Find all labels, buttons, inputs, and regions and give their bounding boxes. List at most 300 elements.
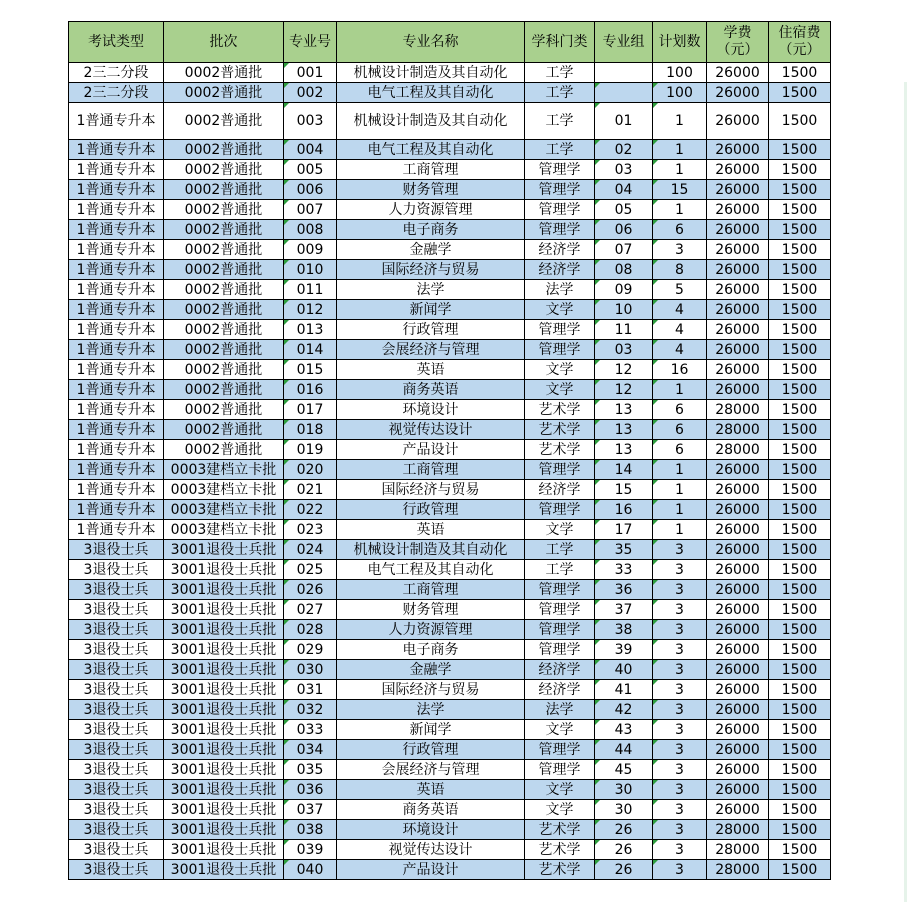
header-major-code[interactable]: 专业号 xyxy=(284,22,337,63)
cell-exam-type[interactable]: 3退役士兵 xyxy=(69,660,164,680)
cell-tuition[interactable]: 26000 xyxy=(707,520,769,540)
cell-batch[interactable]: 0002普通批 xyxy=(164,200,284,220)
cell-dorm-fee[interactable]: 1500 xyxy=(769,720,831,740)
cell-major-group[interactable]: 14 xyxy=(595,460,653,480)
cell-major-group[interactable]: 09 xyxy=(595,280,653,300)
cell-batch[interactable]: 3001退役士兵批 xyxy=(164,600,284,620)
cell-plan-count[interactable]: 16 xyxy=(653,360,707,380)
cell-plan-count[interactable]: 6 xyxy=(653,440,707,460)
cell-major-code[interactable]: 002 xyxy=(284,83,337,103)
cell-major-group[interactable]: 02 xyxy=(595,140,653,160)
cell-dorm-fee[interactable]: 1500 xyxy=(769,160,831,180)
cell-major-code[interactable]: 037 xyxy=(284,800,337,820)
cell-exam-type[interactable]: 3退役士兵 xyxy=(69,620,164,640)
cell-tuition[interactable]: 26000 xyxy=(707,800,769,820)
cell-discipline[interactable]: 文学 xyxy=(525,720,595,740)
cell-discipline[interactable]: 工学 xyxy=(525,140,595,160)
cell-plan-count[interactable]: 3 xyxy=(653,740,707,760)
cell-major-code[interactable]: 001 xyxy=(284,63,337,83)
cell-major-group[interactable]: 39 xyxy=(595,640,653,660)
cell-tuition[interactable]: 26000 xyxy=(707,740,769,760)
cell-dorm-fee[interactable]: 1500 xyxy=(769,200,831,220)
cell-major-name[interactable]: 视觉传达设计 xyxy=(337,840,525,860)
cell-major-name[interactable]: 人力资源管理 xyxy=(337,620,525,640)
cell-major-group[interactable]: 01 xyxy=(595,103,653,140)
cell-major-code[interactable]: 026 xyxy=(284,580,337,600)
cell-major-group[interactable]: 35 xyxy=(595,540,653,560)
cell-plan-count[interactable]: 1 xyxy=(653,200,707,220)
cell-major-code[interactable]: 011 xyxy=(284,280,337,300)
cell-plan-count[interactable]: 3 xyxy=(653,780,707,800)
cell-discipline[interactable]: 文学 xyxy=(525,800,595,820)
cell-major-name[interactable]: 行政管理 xyxy=(337,740,525,760)
cell-tuition[interactable]: 26000 xyxy=(707,600,769,620)
cell-dorm-fee[interactable]: 1500 xyxy=(769,700,831,720)
cell-exam-type[interactable]: 1普通专升本 xyxy=(69,500,164,520)
cell-batch[interactable]: 3001退役士兵批 xyxy=(164,700,284,720)
cell-major-name[interactable]: 会展经济与管理 xyxy=(337,760,525,780)
cell-major-group[interactable]: 43 xyxy=(595,720,653,740)
cell-dorm-fee[interactable]: 1500 xyxy=(769,640,831,660)
cell-major-name[interactable]: 机械设计制造及其自动化 xyxy=(337,540,525,560)
cell-batch[interactable]: 3001退役士兵批 xyxy=(164,580,284,600)
header-exam-type[interactable]: 考试类型 xyxy=(69,22,164,63)
cell-exam-type[interactable]: 3退役士兵 xyxy=(69,760,164,780)
cell-tuition[interactable]: 26000 xyxy=(707,480,769,500)
cell-plan-count[interactable]: 3 xyxy=(653,580,707,600)
cell-tuition[interactable]: 26000 xyxy=(707,460,769,480)
cell-tuition[interactable]: 26000 xyxy=(707,780,769,800)
cell-tuition[interactable]: 26000 xyxy=(707,260,769,280)
cell-dorm-fee[interactable]: 1500 xyxy=(769,560,831,580)
header-discipline[interactable]: 学科门类 xyxy=(525,22,595,63)
cell-major-code[interactable]: 031 xyxy=(284,680,337,700)
cell-major-group[interactable]: 30 xyxy=(595,800,653,820)
cell-tuition[interactable]: 28000 xyxy=(707,440,769,460)
cell-plan-count[interactable]: 4 xyxy=(653,320,707,340)
cell-major-group[interactable]: 42 xyxy=(595,700,653,720)
cell-discipline[interactable]: 管理学 xyxy=(525,760,595,780)
cell-discipline[interactable]: 文学 xyxy=(525,300,595,320)
cell-major-code[interactable]: 022 xyxy=(284,500,337,520)
cell-tuition[interactable]: 26000 xyxy=(707,660,769,680)
cell-major-name[interactable]: 国际经济与贸易 xyxy=(337,680,525,700)
cell-batch[interactable]: 3001退役士兵批 xyxy=(164,540,284,560)
cell-plan-count[interactable]: 100 xyxy=(653,63,707,83)
cell-exam-type[interactable]: 3退役士兵 xyxy=(69,720,164,740)
cell-exam-type[interactable]: 3退役士兵 xyxy=(69,800,164,820)
cell-major-code[interactable]: 008 xyxy=(284,220,337,240)
header-dorm-fee[interactable]: 住宿费 （元） xyxy=(769,22,831,63)
cell-batch[interactable]: 3001退役士兵批 xyxy=(164,860,284,880)
cell-major-name[interactable]: 人力资源管理 xyxy=(337,200,525,220)
cell-discipline[interactable]: 工学 xyxy=(525,103,595,140)
cell-exam-type[interactable]: 3退役士兵 xyxy=(69,780,164,800)
cell-major-group[interactable]: 40 xyxy=(595,660,653,680)
cell-tuition[interactable]: 26000 xyxy=(707,103,769,140)
cell-batch[interactable]: 0002普通批 xyxy=(164,140,284,160)
cell-exam-type[interactable]: 1普通专升本 xyxy=(69,320,164,340)
cell-major-code[interactable]: 016 xyxy=(284,380,337,400)
cell-tuition[interactable]: 26000 xyxy=(707,83,769,103)
cell-plan-count[interactable]: 1 xyxy=(653,103,707,140)
cell-discipline[interactable]: 经济学 xyxy=(525,240,595,260)
cell-plan-count[interactable]: 3 xyxy=(653,800,707,820)
cell-discipline[interactable]: 管理学 xyxy=(525,600,595,620)
cell-tuition[interactable]: 26000 xyxy=(707,700,769,720)
cell-tuition[interactable]: 26000 xyxy=(707,500,769,520)
cell-batch[interactable]: 0002普通批 xyxy=(164,220,284,240)
cell-major-name[interactable]: 环境设计 xyxy=(337,820,525,840)
cell-major-code[interactable]: 021 xyxy=(284,480,337,500)
cell-discipline[interactable]: 艺术学 xyxy=(525,820,595,840)
cell-exam-type[interactable]: 3退役士兵 xyxy=(69,560,164,580)
cell-plan-count[interactable]: 3 xyxy=(653,760,707,780)
cell-discipline[interactable]: 艺术学 xyxy=(525,840,595,860)
cell-batch[interactable]: 0002普通批 xyxy=(164,400,284,420)
cell-major-code[interactable]: 032 xyxy=(284,700,337,720)
cell-exam-type[interactable]: 1普通专升本 xyxy=(69,220,164,240)
cell-major-group[interactable]: 36 xyxy=(595,580,653,600)
cell-discipline[interactable]: 经济学 xyxy=(525,680,595,700)
cell-discipline[interactable]: 文学 xyxy=(525,360,595,380)
cell-major-code[interactable]: 010 xyxy=(284,260,337,280)
cell-major-name[interactable]: 法学 xyxy=(337,280,525,300)
cell-batch[interactable]: 0002普通批 xyxy=(164,440,284,460)
cell-plan-count[interactable]: 3 xyxy=(653,240,707,260)
cell-major-code[interactable]: 018 xyxy=(284,420,337,440)
cell-batch[interactable]: 3001退役士兵批 xyxy=(164,560,284,580)
cell-discipline[interactable]: 文学 xyxy=(525,780,595,800)
cell-dorm-fee[interactable]: 1500 xyxy=(769,63,831,83)
cell-batch[interactable]: 0002普通批 xyxy=(164,160,284,180)
cell-batch[interactable]: 0002普通批 xyxy=(164,260,284,280)
cell-exam-type[interactable]: 3退役士兵 xyxy=(69,540,164,560)
cell-exam-type[interactable]: 1普通专升本 xyxy=(69,160,164,180)
cell-tuition[interactable]: 28000 xyxy=(707,860,769,880)
cell-dorm-fee[interactable]: 1500 xyxy=(769,780,831,800)
cell-major-code[interactable]: 007 xyxy=(284,200,337,220)
cell-tuition[interactable]: 28000 xyxy=(707,400,769,420)
cell-plan-count[interactable]: 1 xyxy=(653,140,707,160)
cell-discipline[interactable]: 经济学 xyxy=(525,660,595,680)
cell-major-group[interactable]: 03 xyxy=(595,160,653,180)
cell-major-code[interactable]: 005 xyxy=(284,160,337,180)
cell-major-code[interactable]: 003 xyxy=(284,103,337,140)
cell-batch[interactable]: 3001退役士兵批 xyxy=(164,720,284,740)
cell-discipline[interactable]: 管理学 xyxy=(525,740,595,760)
cell-major-code[interactable]: 036 xyxy=(284,780,337,800)
cell-major-code[interactable]: 006 xyxy=(284,180,337,200)
cell-discipline[interactable]: 艺术学 xyxy=(525,860,595,880)
cell-dorm-fee[interactable]: 1500 xyxy=(769,400,831,420)
cell-exam-type[interactable]: 1普通专升本 xyxy=(69,300,164,320)
cell-tuition[interactable]: 28000 xyxy=(707,820,769,840)
cell-batch[interactable]: 3001退役士兵批 xyxy=(164,840,284,860)
cell-major-name[interactable]: 机械设计制造及其自动化 xyxy=(337,103,525,140)
cell-plan-count[interactable]: 8 xyxy=(653,260,707,280)
cell-dorm-fee[interactable]: 1500 xyxy=(769,180,831,200)
cell-discipline[interactable]: 管理学 xyxy=(525,460,595,480)
cell-batch[interactable]: 3001退役士兵批 xyxy=(164,800,284,820)
cell-major-name[interactable]: 电子商务 xyxy=(337,220,525,240)
cell-exam-type[interactable]: 1普通专升本 xyxy=(69,440,164,460)
cell-major-group[interactable]: 06 xyxy=(595,220,653,240)
cell-exam-type[interactable]: 1普通专升本 xyxy=(69,520,164,540)
cell-tuition[interactable]: 28000 xyxy=(707,420,769,440)
cell-dorm-fee[interactable]: 1500 xyxy=(769,840,831,860)
cell-plan-count[interactable]: 6 xyxy=(653,400,707,420)
cell-major-name[interactable]: 产品设计 xyxy=(337,440,525,460)
cell-dorm-fee[interactable]: 1500 xyxy=(769,320,831,340)
cell-tuition[interactable]: 28000 xyxy=(707,840,769,860)
cell-major-group[interactable]: 03 xyxy=(595,340,653,360)
cell-plan-count[interactable]: 3 xyxy=(653,680,707,700)
cell-tuition[interactable]: 26000 xyxy=(707,380,769,400)
cell-batch[interactable]: 0003建档立卡批 xyxy=(164,460,284,480)
cell-tuition[interactable]: 26000 xyxy=(707,360,769,380)
cell-batch[interactable]: 3001退役士兵批 xyxy=(164,640,284,660)
cell-dorm-fee[interactable]: 1500 xyxy=(769,220,831,240)
cell-plan-count[interactable]: 1 xyxy=(653,480,707,500)
cell-exam-type[interactable]: 3退役士兵 xyxy=(69,740,164,760)
cell-dorm-fee[interactable]: 1500 xyxy=(769,480,831,500)
cell-discipline[interactable]: 经济学 xyxy=(525,480,595,500)
cell-exam-type[interactable]: 3退役士兵 xyxy=(69,840,164,860)
cell-exam-type[interactable]: 1普通专升本 xyxy=(69,140,164,160)
cell-plan-count[interactable]: 3 xyxy=(653,860,707,880)
cell-discipline[interactable]: 管理学 xyxy=(525,200,595,220)
cell-major-name[interactable]: 英语 xyxy=(337,360,525,380)
cell-major-name[interactable]: 财务管理 xyxy=(337,600,525,620)
cell-major-name[interactable]: 商务英语 xyxy=(337,800,525,820)
cell-discipline[interactable]: 管理学 xyxy=(525,640,595,660)
cell-plan-count[interactable]: 4 xyxy=(653,300,707,320)
cell-discipline[interactable]: 法学 xyxy=(525,280,595,300)
cell-major-code[interactable]: 024 xyxy=(284,540,337,560)
cell-exam-type[interactable]: 2三二分段 xyxy=(69,63,164,83)
cell-discipline[interactable]: 艺术学 xyxy=(525,440,595,460)
cell-exam-type[interactable]: 1普通专升本 xyxy=(69,103,164,140)
cell-discipline[interactable]: 管理学 xyxy=(525,320,595,340)
cell-major-code[interactable]: 029 xyxy=(284,640,337,660)
cell-major-group[interactable]: 26 xyxy=(595,820,653,840)
cell-major-name[interactable]: 法学 xyxy=(337,700,525,720)
cell-discipline[interactable]: 管理学 xyxy=(525,160,595,180)
cell-dorm-fee[interactable]: 1500 xyxy=(769,440,831,460)
cell-major-group[interactable]: 33 xyxy=(595,560,653,580)
cell-batch[interactable]: 0002普通批 xyxy=(164,180,284,200)
cell-major-code[interactable]: 012 xyxy=(284,300,337,320)
cell-major-group[interactable]: 16 xyxy=(595,500,653,520)
cell-batch[interactable]: 0002普通批 xyxy=(164,340,284,360)
cell-major-group[interactable]: 13 xyxy=(595,440,653,460)
cell-major-name[interactable]: 电气工程及其自动化 xyxy=(337,140,525,160)
cell-major-group[interactable]: 08 xyxy=(595,260,653,280)
cell-batch[interactable]: 0002普通批 xyxy=(164,300,284,320)
cell-major-code[interactable]: 039 xyxy=(284,840,337,860)
cell-discipline[interactable]: 工学 xyxy=(525,63,595,83)
cell-exam-type[interactable]: 2三二分段 xyxy=(69,83,164,103)
cell-major-name[interactable]: 环境设计 xyxy=(337,400,525,420)
cell-dorm-fee[interactable]: 1500 xyxy=(769,740,831,760)
cell-dorm-fee[interactable]: 1500 xyxy=(769,800,831,820)
cell-major-group[interactable]: 11 xyxy=(595,320,653,340)
cell-tuition[interactable]: 26000 xyxy=(707,620,769,640)
cell-dorm-fee[interactable]: 1500 xyxy=(769,83,831,103)
cell-major-code[interactable]: 030 xyxy=(284,660,337,680)
cell-major-code[interactable]: 033 xyxy=(284,720,337,740)
cell-batch[interactable]: 0002普通批 xyxy=(164,360,284,380)
cell-tuition[interactable]: 26000 xyxy=(707,280,769,300)
cell-discipline[interactable]: 工学 xyxy=(525,83,595,103)
header-major-group[interactable]: 专业组 xyxy=(595,22,653,63)
cell-batch[interactable]: 0003建档立卡批 xyxy=(164,500,284,520)
cell-major-group[interactable]: 17 xyxy=(595,520,653,540)
cell-plan-count[interactable]: 6 xyxy=(653,420,707,440)
cell-major-name[interactable]: 金融学 xyxy=(337,240,525,260)
cell-major-group[interactable]: 30 xyxy=(595,780,653,800)
cell-discipline[interactable]: 文学 xyxy=(525,520,595,540)
cell-tuition[interactable]: 26000 xyxy=(707,200,769,220)
cell-major-code[interactable]: 020 xyxy=(284,460,337,480)
cell-exam-type[interactable]: 3退役士兵 xyxy=(69,680,164,700)
cell-discipline[interactable]: 管理学 xyxy=(525,220,595,240)
cell-exam-type[interactable]: 3退役士兵 xyxy=(69,820,164,840)
cell-plan-count[interactable]: 3 xyxy=(653,640,707,660)
cell-major-name[interactable]: 行政管理 xyxy=(337,320,525,340)
cell-plan-count[interactable]: 3 xyxy=(653,720,707,740)
cell-major-group[interactable]: 04 xyxy=(595,180,653,200)
cell-plan-count[interactable]: 3 xyxy=(653,560,707,580)
cell-dorm-fee[interactable]: 1500 xyxy=(769,103,831,140)
cell-major-code[interactable]: 015 xyxy=(284,360,337,380)
cell-major-group[interactable]: 38 xyxy=(595,620,653,640)
cell-major-name[interactable]: 英语 xyxy=(337,780,525,800)
cell-dorm-fee[interactable]: 1500 xyxy=(769,260,831,280)
cell-exam-type[interactable]: 1普通专升本 xyxy=(69,240,164,260)
cell-exam-type[interactable]: 3退役士兵 xyxy=(69,600,164,620)
cell-major-name[interactable]: 产品设计 xyxy=(337,860,525,880)
cell-plan-count[interactable]: 3 xyxy=(653,700,707,720)
cell-major-group[interactable]: 45 xyxy=(595,760,653,780)
header-plan-count[interactable]: 计划数 xyxy=(653,22,707,63)
cell-major-code[interactable]: 009 xyxy=(284,240,337,260)
cell-dorm-fee[interactable]: 1500 xyxy=(769,580,831,600)
cell-discipline[interactable]: 文学 xyxy=(525,380,595,400)
cell-exam-type[interactable]: 1普通专升本 xyxy=(69,480,164,500)
cell-dorm-fee[interactable]: 1500 xyxy=(769,520,831,540)
cell-major-name[interactable]: 新闻学 xyxy=(337,720,525,740)
cell-dorm-fee[interactable]: 1500 xyxy=(769,500,831,520)
cell-discipline[interactable]: 管理学 xyxy=(525,580,595,600)
cell-tuition[interactable]: 26000 xyxy=(707,63,769,83)
cell-exam-type[interactable]: 1普通专升本 xyxy=(69,340,164,360)
cell-plan-count[interactable]: 3 xyxy=(653,600,707,620)
cell-dorm-fee[interactable]: 1500 xyxy=(769,140,831,160)
cell-discipline[interactable]: 工学 xyxy=(525,560,595,580)
cell-major-code[interactable]: 013 xyxy=(284,320,337,340)
cell-plan-count[interactable]: 3 xyxy=(653,840,707,860)
cell-exam-type[interactable]: 1普通专升本 xyxy=(69,360,164,380)
cell-plan-count[interactable]: 100 xyxy=(653,83,707,103)
cell-plan-count[interactable]: 4 xyxy=(653,340,707,360)
cell-dorm-fee[interactable]: 1500 xyxy=(769,860,831,880)
cell-batch[interactable]: 0002普通批 xyxy=(164,63,284,83)
cell-exam-type[interactable]: 3退役士兵 xyxy=(69,640,164,660)
cell-exam-type[interactable]: 1普通专升本 xyxy=(69,400,164,420)
cell-tuition[interactable]: 26000 xyxy=(707,320,769,340)
cell-exam-type[interactable]: 1普通专升本 xyxy=(69,460,164,480)
cell-dorm-fee[interactable]: 1500 xyxy=(769,240,831,260)
cell-major-group[interactable]: 12 xyxy=(595,360,653,380)
cell-dorm-fee[interactable]: 1500 xyxy=(769,660,831,680)
cell-discipline[interactable]: 艺术学 xyxy=(525,400,595,420)
cell-batch[interactable]: 3001退役士兵批 xyxy=(164,660,284,680)
cell-dorm-fee[interactable]: 1500 xyxy=(769,460,831,480)
cell-discipline[interactable]: 法学 xyxy=(525,700,595,720)
cell-batch[interactable]: 0002普通批 xyxy=(164,103,284,140)
cell-tuition[interactable]: 26000 xyxy=(707,560,769,580)
cell-dorm-fee[interactable]: 1500 xyxy=(769,420,831,440)
cell-major-code[interactable]: 027 xyxy=(284,600,337,620)
cell-tuition[interactable]: 26000 xyxy=(707,720,769,740)
cell-major-name[interactable]: 会展经济与管理 xyxy=(337,340,525,360)
cell-major-name[interactable]: 电气工程及其自动化 xyxy=(337,560,525,580)
cell-tuition[interactable]: 26000 xyxy=(707,140,769,160)
cell-plan-count[interactable]: 6 xyxy=(653,220,707,240)
cell-exam-type[interactable]: 1普通专升本 xyxy=(69,280,164,300)
cell-discipline[interactable]: 工学 xyxy=(525,540,595,560)
cell-major-group[interactable]: 13 xyxy=(595,420,653,440)
cell-discipline[interactable]: 管理学 xyxy=(525,620,595,640)
cell-dorm-fee[interactable]: 1500 xyxy=(769,760,831,780)
cell-tuition[interactable]: 26000 xyxy=(707,640,769,660)
cell-batch[interactable]: 0003建档立卡批 xyxy=(164,520,284,540)
cell-batch[interactable]: 3001退役士兵批 xyxy=(164,740,284,760)
cell-tuition[interactable]: 26000 xyxy=(707,300,769,320)
cell-major-code[interactable]: 038 xyxy=(284,820,337,840)
cell-discipline[interactable]: 艺术学 xyxy=(525,420,595,440)
cell-major-code[interactable]: 040 xyxy=(284,860,337,880)
cell-dorm-fee[interactable]: 1500 xyxy=(769,340,831,360)
cell-batch[interactable]: 3001退役士兵批 xyxy=(164,820,284,840)
cell-major-name[interactable]: 电子商务 xyxy=(337,640,525,660)
cell-tuition[interactable]: 26000 xyxy=(707,540,769,560)
cell-major-group[interactable]: 26 xyxy=(595,860,653,880)
cell-dorm-fee[interactable]: 1500 xyxy=(769,820,831,840)
cell-major-group[interactable]: 15 xyxy=(595,480,653,500)
cell-major-group[interactable]: 37 xyxy=(595,600,653,620)
cell-tuition[interactable]: 26000 xyxy=(707,680,769,700)
cell-exam-type[interactable]: 1普通专升本 xyxy=(69,200,164,220)
cell-batch[interactable]: 3001退役士兵批 xyxy=(164,620,284,640)
cell-major-name[interactable]: 英语 xyxy=(337,520,525,540)
cell-major-name[interactable]: 视觉传达设计 xyxy=(337,420,525,440)
cell-major-name[interactable]: 电气工程及其自动化 xyxy=(337,83,525,103)
cell-dorm-fee[interactable]: 1500 xyxy=(769,620,831,640)
cell-dorm-fee[interactable]: 1500 xyxy=(769,680,831,700)
cell-batch[interactable]: 0002普通批 xyxy=(164,83,284,103)
cell-major-code[interactable]: 025 xyxy=(284,560,337,580)
cell-plan-count[interactable]: 1 xyxy=(653,500,707,520)
cell-batch[interactable]: 0002普通批 xyxy=(164,320,284,340)
cell-batch[interactable]: 0002普通批 xyxy=(164,420,284,440)
cell-major-name[interactable]: 机械设计制造及其自动化 xyxy=(337,63,525,83)
cell-dorm-fee[interactable]: 1500 xyxy=(769,380,831,400)
cell-exam-type[interactable]: 3退役士兵 xyxy=(69,580,164,600)
cell-major-group[interactable] xyxy=(595,83,653,103)
